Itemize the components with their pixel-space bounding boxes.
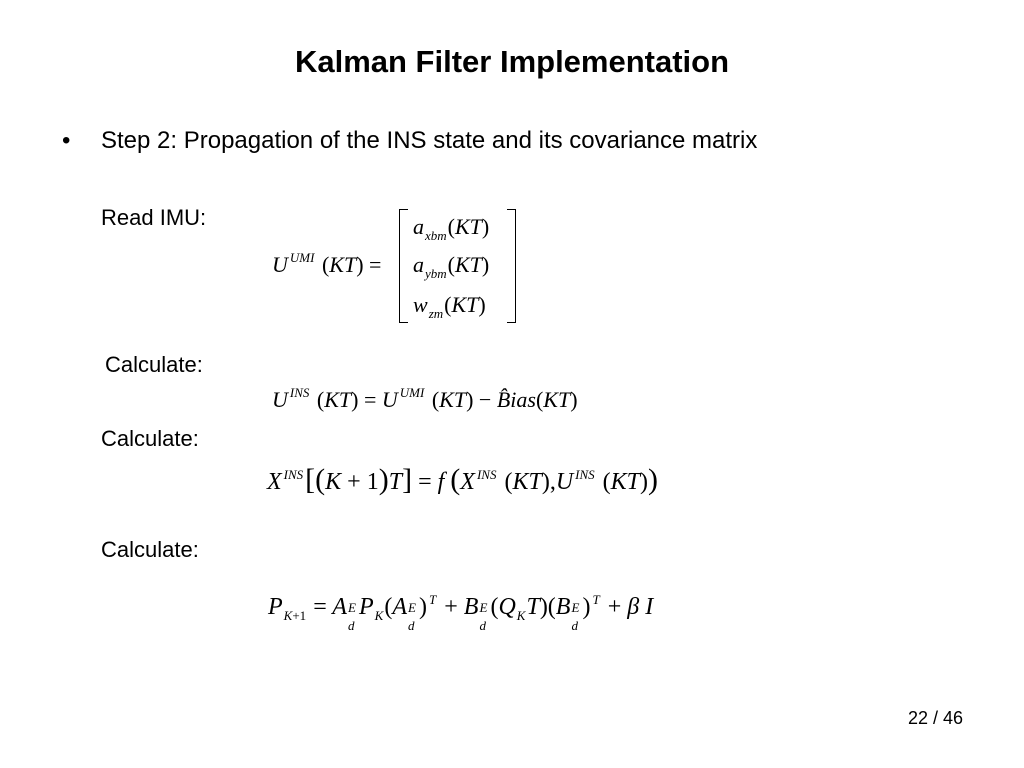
page-number: 22 / 46 — [907, 708, 963, 728]
slide-title: Kalman Filter Implementation — [294, 44, 730, 79]
covariance-propagation-equation: $P_{K+1} = A$ E d $P_K(A$ E d ) $^T$ + B E d $(Q_KT)(B$ E d ) $^T$ + β I — [268, 592, 654, 633]
imu-vector-lhs: U $^{UMI}$ (KT) = — [272, 250, 382, 277]
calculate-label-2: Calculate: — [101, 426, 199, 451]
matrix-right-bracket — [507, 209, 516, 323]
imu-row-wzm: $w_{zm}(KT)$ — [413, 292, 486, 321]
calculate-label-1: Calculate: — [105, 352, 203, 377]
ins-input-equation: U $^{INS}$ (KT) = U $^{UMI}$ (KT) − B̂ias(KT) — [272, 385, 578, 412]
bullet-marker: • — [62, 127, 71, 154]
calculate-label-3: Calculate: — [101, 537, 199, 562]
read-imu-label: Read IMU: — [101, 205, 207, 230]
matrix-left-bracket — [399, 209, 408, 323]
state-propagation-equation: X $^{INS}$[(K + 1)T] = f (X $^{INS}$ (KT),U $^{INS}$ (KT)) — [267, 463, 659, 496]
bullet-text: Step 2: Propagation of the INS state and its covariance matrix — [101, 127, 758, 154]
imu-row-aybm: $a_{ybm}(KT)$ — [413, 252, 490, 281]
imu-row-axbm: $a_{xbm}(KT)$ — [413, 214, 490, 243]
